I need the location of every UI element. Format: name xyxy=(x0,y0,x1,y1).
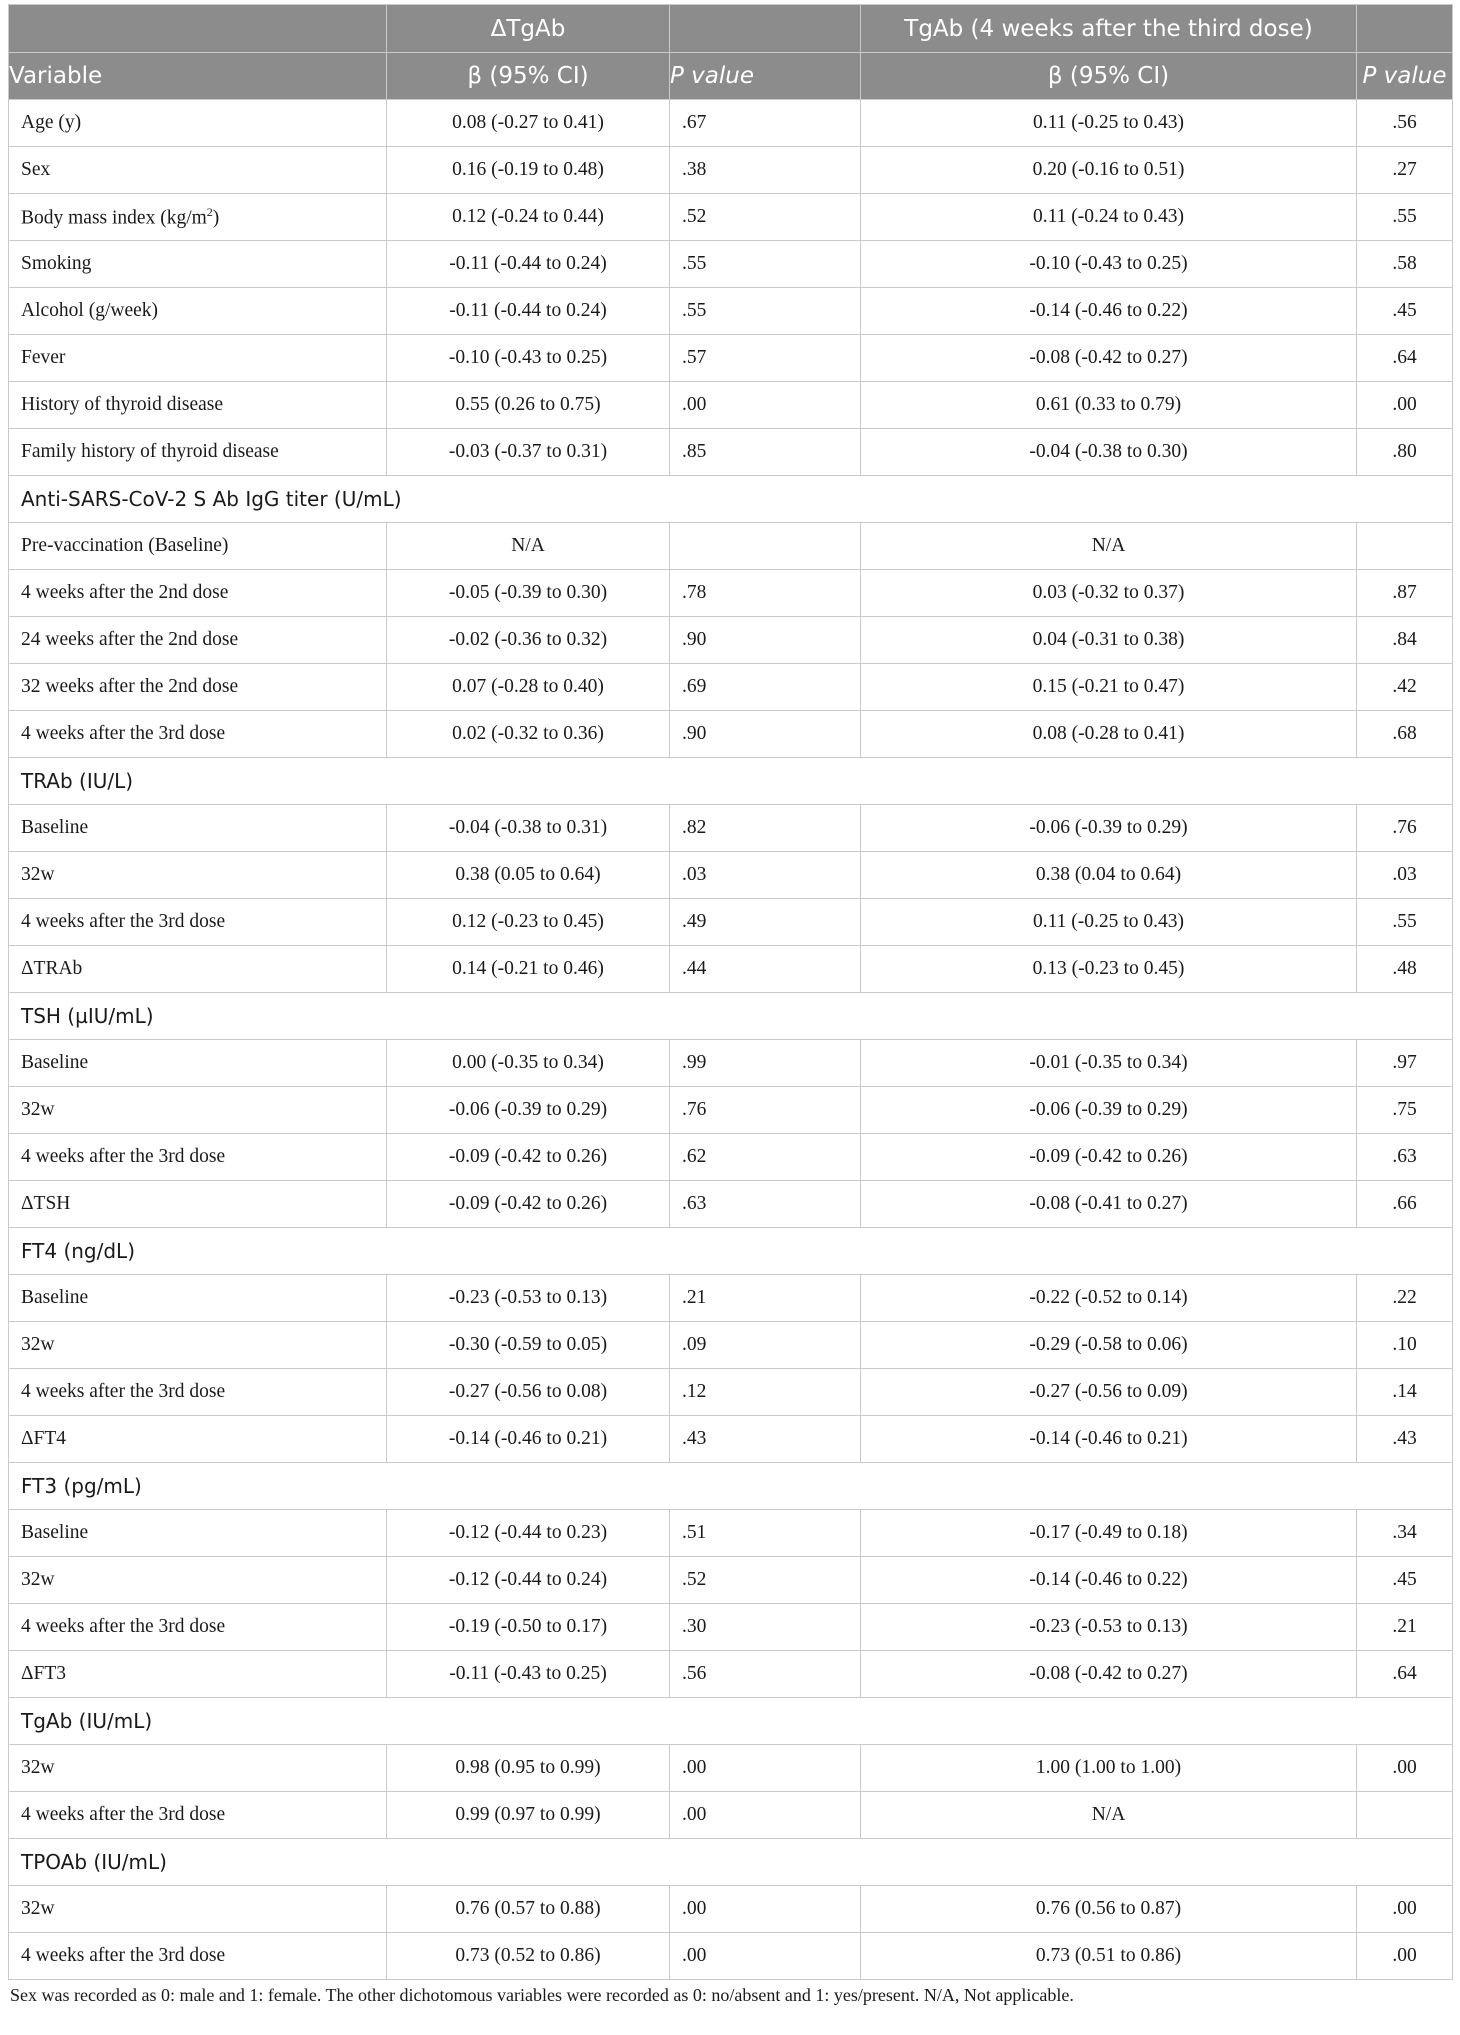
header-beta-1: β (95% CI) xyxy=(387,53,670,100)
pvalue-cell-2: .56 xyxy=(1357,100,1453,147)
beta-cell-1: 0.73 (0.52 to 0.86) xyxy=(387,1933,670,1980)
beta-cell-1: -0.23 (-0.53 to 0.13) xyxy=(387,1275,670,1322)
pvalue-cell-2: .22 xyxy=(1357,1275,1453,1322)
pvalue-cell-1: .44 xyxy=(670,946,861,993)
table-row xyxy=(9,1322,1453,1369)
pvalue-cell-1: .21 xyxy=(670,1275,861,1322)
beta-cell-1: -0.09 (-0.42 to 0.26) xyxy=(387,1134,670,1181)
section-label: TPOAb (IU/mL) xyxy=(9,1839,1453,1886)
pvalue-cell-2: .45 xyxy=(1357,288,1453,335)
variable-cell: 32w xyxy=(9,1886,387,1933)
section-label: FT4 (ng/dL) xyxy=(9,1228,1453,1275)
pvalue-cell-1: .00 xyxy=(670,1933,861,1980)
pvalue-cell-2: .45 xyxy=(1357,1557,1453,1604)
beta-cell-2: 0.11 (-0.24 to 0.43) xyxy=(861,194,1357,241)
pvalue-cell-1: .56 xyxy=(670,1651,861,1698)
section-row xyxy=(9,1463,1453,1510)
table-row xyxy=(9,1651,1453,1698)
pvalue-cell-2: .97 xyxy=(1357,1040,1453,1087)
variable-cell: 4 weeks after the 3rd dose xyxy=(9,1134,387,1181)
beta-cell-1: N/A xyxy=(387,523,670,570)
variable-cell: 4 weeks after the 3rd dose xyxy=(9,711,387,758)
variable-label: Body mass index (kg/m xyxy=(21,207,207,229)
header-empty-cell xyxy=(9,5,387,53)
table-row xyxy=(9,899,1453,946)
variable-cell: Fever xyxy=(9,335,387,382)
pvalue-cell-2: .03 xyxy=(1357,852,1453,899)
beta-cell-2: 0.20 (-0.16 to 0.51) xyxy=(861,147,1357,194)
section-row xyxy=(9,1228,1453,1275)
beta-cell-2: 0.61 (0.33 to 0.79) xyxy=(861,382,1357,429)
header-group-tgab-4w: TgAb (4 weeks after the third dose) xyxy=(861,5,1357,53)
section-label: TRAb (IU/L) xyxy=(9,758,1453,805)
variable-cell: 32 weeks after the 2nd dose xyxy=(9,664,387,711)
beta-cell-2: -0.08 (-0.41 to 0.27) xyxy=(861,1181,1357,1228)
variable-cell: Baseline xyxy=(9,805,387,852)
pvalue-cell-1: .30 xyxy=(670,1604,861,1651)
beta-cell-2: 0.13 (-0.23 to 0.45) xyxy=(861,946,1357,993)
variable-cell: 4 weeks after the 2nd dose xyxy=(9,570,387,617)
beta-cell-1: 0.02 (-0.32 to 0.36) xyxy=(387,711,670,758)
pvalue-cell-2: .75 xyxy=(1357,1087,1453,1134)
beta-cell-2: -0.14 (-0.46 to 0.22) xyxy=(861,288,1357,335)
variable-cell: Baseline xyxy=(9,1510,387,1557)
section-row xyxy=(9,1698,1453,1745)
beta-cell-2: -0.14 (-0.46 to 0.22) xyxy=(861,1557,1357,1604)
header-variable: Variable xyxy=(9,53,387,100)
pvalue-cell-2: .21 xyxy=(1357,1604,1453,1651)
variable-cell: History of thyroid disease xyxy=(9,382,387,429)
table-row xyxy=(9,1369,1453,1416)
pvalue-cell-1: .12 xyxy=(670,1369,861,1416)
section-row xyxy=(9,993,1453,1040)
pvalue-cell-1: .76 xyxy=(670,1087,861,1134)
beta-cell-2: 0.73 (0.51 to 0.86) xyxy=(861,1933,1357,1980)
beta-cell-1: -0.06 (-0.39 to 0.29) xyxy=(387,1087,670,1134)
superscript: 2 xyxy=(206,204,213,219)
table-row xyxy=(9,382,1453,429)
section-row xyxy=(9,476,1453,523)
variable-cell: Pre-vaccination (Baseline) xyxy=(9,523,387,570)
beta-cell-1: -0.02 (-0.36 to 0.32) xyxy=(387,617,670,664)
variable-cell: Family history of thyroid disease xyxy=(9,429,387,476)
table-row xyxy=(9,570,1453,617)
regression-table-container xyxy=(8,4,1452,2006)
beta-cell-2: -0.23 (-0.53 to 0.13) xyxy=(861,1604,1357,1651)
pvalue-cell-2: .76 xyxy=(1357,805,1453,852)
pvalue-cell-1 xyxy=(670,523,861,570)
header-group-delta-tgab: ΔTgAb xyxy=(387,5,670,53)
pvalue-cell-2: .66 xyxy=(1357,1181,1453,1228)
table-row xyxy=(9,194,1453,241)
pvalue-cell-2: .87 xyxy=(1357,570,1453,617)
pvalue-cell-2: .55 xyxy=(1357,194,1453,241)
pvalue-cell-2 xyxy=(1357,1792,1453,1839)
beta-cell-1: 0.98 (0.95 to 0.99) xyxy=(387,1745,670,1792)
beta-cell-1: -0.09 (-0.42 to 0.26) xyxy=(387,1181,670,1228)
table-row xyxy=(9,100,1453,147)
pvalue-cell-2: .68 xyxy=(1357,711,1453,758)
header-pvalue-1: P value xyxy=(670,53,861,100)
beta-cell-2: 0.04 (-0.31 to 0.38) xyxy=(861,617,1357,664)
table-row xyxy=(9,1040,1453,1087)
pvalue-cell-1: .38 xyxy=(670,147,861,194)
table-row xyxy=(9,946,1453,993)
variable-cell: ΔFT3 xyxy=(9,1651,387,1698)
pvalue-cell-1: .00 xyxy=(670,1745,861,1792)
pvalue-cell-1: .43 xyxy=(670,1416,861,1463)
beta-cell-2: 0.15 (-0.21 to 0.47) xyxy=(861,664,1357,711)
beta-cell-1: 0.14 (-0.21 to 0.46) xyxy=(387,946,670,993)
beta-cell-1: 0.99 (0.97 to 0.99) xyxy=(387,1792,670,1839)
variable-cell: 4 weeks after the 3rd dose xyxy=(9,1933,387,1980)
beta-cell-1: -0.11 (-0.44 to 0.24) xyxy=(387,241,670,288)
pvalue-cell-1: .67 xyxy=(670,100,861,147)
variable-cell: Sex xyxy=(9,147,387,194)
beta-cell-2: -0.10 (-0.43 to 0.25) xyxy=(861,241,1357,288)
section-row xyxy=(9,1839,1453,1886)
pvalue-cell-1: .90 xyxy=(670,617,861,664)
beta-cell-2: -0.29 (-0.58 to 0.06) xyxy=(861,1322,1357,1369)
header-beta-2: β (95% CI) xyxy=(861,53,1357,100)
pvalue-cell-1: .62 xyxy=(670,1134,861,1181)
table-row xyxy=(9,1416,1453,1463)
table-row xyxy=(9,711,1453,758)
variable-cell: 24 weeks after the 2nd dose xyxy=(9,617,387,664)
pvalue-cell-2: .00 xyxy=(1357,382,1453,429)
table-row xyxy=(9,1604,1453,1651)
regression-table xyxy=(8,4,1453,1980)
pvalue-cell-1: .51 xyxy=(670,1510,861,1557)
table-row xyxy=(9,1886,1453,1933)
table-row xyxy=(9,1557,1453,1604)
beta-cell-2: -0.04 (-0.38 to 0.30) xyxy=(861,429,1357,476)
table-row xyxy=(9,1792,1453,1839)
beta-cell-1: -0.11 (-0.44 to 0.24) xyxy=(387,288,670,335)
section-label: TgAb (IU/mL) xyxy=(9,1698,1453,1745)
beta-cell-2: 0.38 (0.04 to 0.64) xyxy=(861,852,1357,899)
pvalue-cell-1: .09 xyxy=(670,1322,861,1369)
table-body xyxy=(9,100,1453,1980)
pvalue-cell-2: .27 xyxy=(1357,147,1453,194)
pvalue-cell-2: .10 xyxy=(1357,1322,1453,1369)
pvalue-cell-1: .55 xyxy=(670,241,861,288)
table-row xyxy=(9,805,1453,852)
pvalue-cell-2: .42 xyxy=(1357,664,1453,711)
table-row xyxy=(9,1181,1453,1228)
beta-cell-2: N/A xyxy=(861,1792,1357,1839)
beta-cell-1: 0.16 (-0.19 to 0.48) xyxy=(387,147,670,194)
pvalue-cell-2: .34 xyxy=(1357,1510,1453,1557)
variable-cell: 4 weeks after the 3rd dose xyxy=(9,1792,387,1839)
beta-cell-1: 0.76 (0.57 to 0.88) xyxy=(387,1886,670,1933)
pvalue-cell-1: .78 xyxy=(670,570,861,617)
pvalue-cell-1: .00 xyxy=(670,1886,861,1933)
variable-cell: Age (y) xyxy=(9,100,387,147)
pvalue-cell-1: .85 xyxy=(670,429,861,476)
beta-cell-2: 0.08 (-0.28 to 0.41) xyxy=(861,711,1357,758)
pvalue-cell-2: .00 xyxy=(1357,1745,1453,1792)
beta-cell-2: -0.08 (-0.42 to 0.27) xyxy=(861,1651,1357,1698)
pvalue-cell-1: .90 xyxy=(670,711,861,758)
pvalue-cell-1: .03 xyxy=(670,852,861,899)
table-footnote: Sex was recorded as 0: male and 1: female. The other dichotomous variables were recorded as 0: no/absent and 1: yes/present. N/A, Not applicable. xyxy=(10,1985,1074,2005)
beta-cell-1: -0.05 (-0.39 to 0.30) xyxy=(387,570,670,617)
pvalue-cell-2: .00 xyxy=(1357,1886,1453,1933)
variable-cell: ΔFT4 xyxy=(9,1416,387,1463)
pvalue-cell-1: .69 xyxy=(670,664,861,711)
variable-cell: ΔTSH xyxy=(9,1181,387,1228)
header-pvalue-2: P value xyxy=(1357,53,1453,100)
beta-cell-2: -0.09 (-0.42 to 0.26) xyxy=(861,1134,1357,1181)
beta-cell-2: 0.03 (-0.32 to 0.37) xyxy=(861,570,1357,617)
pvalue-cell-1: .57 xyxy=(670,335,861,382)
variable-cell: 32w xyxy=(9,1087,387,1134)
beta-cell-1: -0.30 (-0.59 to 0.05) xyxy=(387,1322,670,1369)
pvalue-cell-2: .80 xyxy=(1357,429,1453,476)
beta-cell-2: -0.22 (-0.52 to 0.14) xyxy=(861,1275,1357,1322)
beta-cell-1: -0.11 (-0.43 to 0.25) xyxy=(387,1651,670,1698)
beta-cell-2: -0.17 (-0.49 to 0.18) xyxy=(861,1510,1357,1557)
table-header xyxy=(9,5,1453,100)
section-label: Anti-SARS-CoV-2 S Ab IgG titer (U/mL) xyxy=(9,476,1453,523)
beta-cell-1: -0.10 (-0.43 to 0.25) xyxy=(387,335,670,382)
variable-cell: 32w xyxy=(9,1745,387,1792)
beta-cell-1: 0.38 (0.05 to 0.64) xyxy=(387,852,670,899)
beta-cell-2: -0.14 (-0.46 to 0.21) xyxy=(861,1416,1357,1463)
beta-cell-2: -0.06 (-0.39 to 0.29) xyxy=(861,805,1357,852)
beta-cell-1: 0.55 (0.26 to 0.75) xyxy=(387,382,670,429)
pvalue-cell-1: .63 xyxy=(670,1181,861,1228)
section-row xyxy=(9,758,1453,805)
pvalue-cell-2: .48 xyxy=(1357,946,1453,993)
pvalue-cell-2: .14 xyxy=(1357,1369,1453,1416)
variable-cell: ΔTRAb xyxy=(9,946,387,993)
table-row xyxy=(9,617,1453,664)
pvalue-cell-2: .00 xyxy=(1357,1933,1453,1980)
pvalue-cell-2: .43 xyxy=(1357,1416,1453,1463)
pvalue-cell-1: .52 xyxy=(670,1557,861,1604)
beta-cell-2: -0.08 (-0.42 to 0.27) xyxy=(861,335,1357,382)
table-row xyxy=(9,429,1453,476)
pvalue-cell-1: .82 xyxy=(670,805,861,852)
variable-cell: Baseline xyxy=(9,1275,387,1322)
variable-cell xyxy=(9,194,387,241)
beta-cell-2: 0.76 (0.56 to 0.87) xyxy=(861,1886,1357,1933)
pvalue-cell-2: .64 xyxy=(1357,1651,1453,1698)
table-row xyxy=(9,523,1453,570)
section-label: FT3 (pg/mL) xyxy=(9,1463,1453,1510)
beta-cell-1: -0.12 (-0.44 to 0.24) xyxy=(387,1557,670,1604)
variable-label-suffix: ) xyxy=(212,207,220,229)
beta-cell-2: N/A xyxy=(861,523,1357,570)
pvalue-cell-1: .00 xyxy=(670,1792,861,1839)
beta-cell-1: -0.14 (-0.46 to 0.21) xyxy=(387,1416,670,1463)
table-row xyxy=(9,1745,1453,1792)
beta-cell-1: 0.08 (-0.27 to 0.41) xyxy=(387,100,670,147)
beta-cell-2: 0.11 (-0.25 to 0.43) xyxy=(861,100,1357,147)
table-row xyxy=(9,1275,1453,1322)
beta-cell-1: -0.04 (-0.38 to 0.31) xyxy=(387,805,670,852)
pvalue-cell-1: .99 xyxy=(670,1040,861,1087)
variable-cell: Alcohol (g/week) xyxy=(9,288,387,335)
table-row xyxy=(9,1933,1453,1980)
beta-cell-1: -0.19 (-0.50 to 0.17) xyxy=(387,1604,670,1651)
variable-cell: 32w xyxy=(9,1322,387,1369)
beta-cell-1: 0.12 (-0.23 to 0.45) xyxy=(387,899,670,946)
table-row xyxy=(9,241,1453,288)
beta-cell-1: 0.12 (-0.24 to 0.44) xyxy=(387,194,670,241)
pvalue-cell-2: .58 xyxy=(1357,241,1453,288)
beta-cell-2: -0.06 (-0.39 to 0.29) xyxy=(861,1087,1357,1134)
pvalue-cell-1: .00 xyxy=(670,382,861,429)
beta-cell-1: 0.00 (-0.35 to 0.34) xyxy=(387,1040,670,1087)
table-row xyxy=(9,1510,1453,1557)
table-row xyxy=(9,288,1453,335)
variable-cell: Baseline xyxy=(9,1040,387,1087)
beta-cell-1: -0.03 (-0.37 to 0.31) xyxy=(387,429,670,476)
variable-cell: 32w xyxy=(9,1557,387,1604)
table-row xyxy=(9,852,1453,899)
pvalue-cell-2: .84 xyxy=(1357,617,1453,664)
pvalue-cell-2 xyxy=(1357,523,1453,570)
variable-cell: 4 weeks after the 3rd dose xyxy=(9,1604,387,1651)
pvalue-cell-1: .49 xyxy=(670,899,861,946)
beta-cell-1: -0.12 (-0.44 to 0.23) xyxy=(387,1510,670,1557)
beta-cell-2: 0.11 (-0.25 to 0.43) xyxy=(861,899,1357,946)
variable-cell: Smoking xyxy=(9,241,387,288)
table-row xyxy=(9,335,1453,382)
pvalue-cell-1: .55 xyxy=(670,288,861,335)
beta-cell-2: 1.00 (1.00 to 1.00) xyxy=(861,1745,1357,1792)
section-label: TSH (µIU/mL) xyxy=(9,993,1453,1040)
pvalue-cell-2: .63 xyxy=(1357,1134,1453,1181)
table-row xyxy=(9,147,1453,194)
beta-cell-1: 0.07 (-0.28 to 0.40) xyxy=(387,664,670,711)
header-empty-cell xyxy=(1357,5,1453,53)
beta-cell-2: -0.01 (-0.35 to 0.34) xyxy=(861,1040,1357,1087)
variable-cell: 32w xyxy=(9,852,387,899)
beta-cell-1: -0.27 (-0.56 to 0.08) xyxy=(387,1369,670,1416)
header-empty-cell xyxy=(670,5,861,53)
pvalue-cell-2: .64 xyxy=(1357,335,1453,382)
pvalue-cell-1: .52 xyxy=(670,194,861,241)
table-row xyxy=(9,664,1453,711)
pvalue-cell-2: .55 xyxy=(1357,899,1453,946)
variable-cell: 4 weeks after the 3rd dose xyxy=(9,1369,387,1416)
table-row xyxy=(9,1087,1453,1134)
variable-cell: 4 weeks after the 3rd dose xyxy=(9,899,387,946)
table-row xyxy=(9,1134,1453,1181)
beta-cell-2: -0.27 (-0.56 to 0.09) xyxy=(861,1369,1357,1416)
